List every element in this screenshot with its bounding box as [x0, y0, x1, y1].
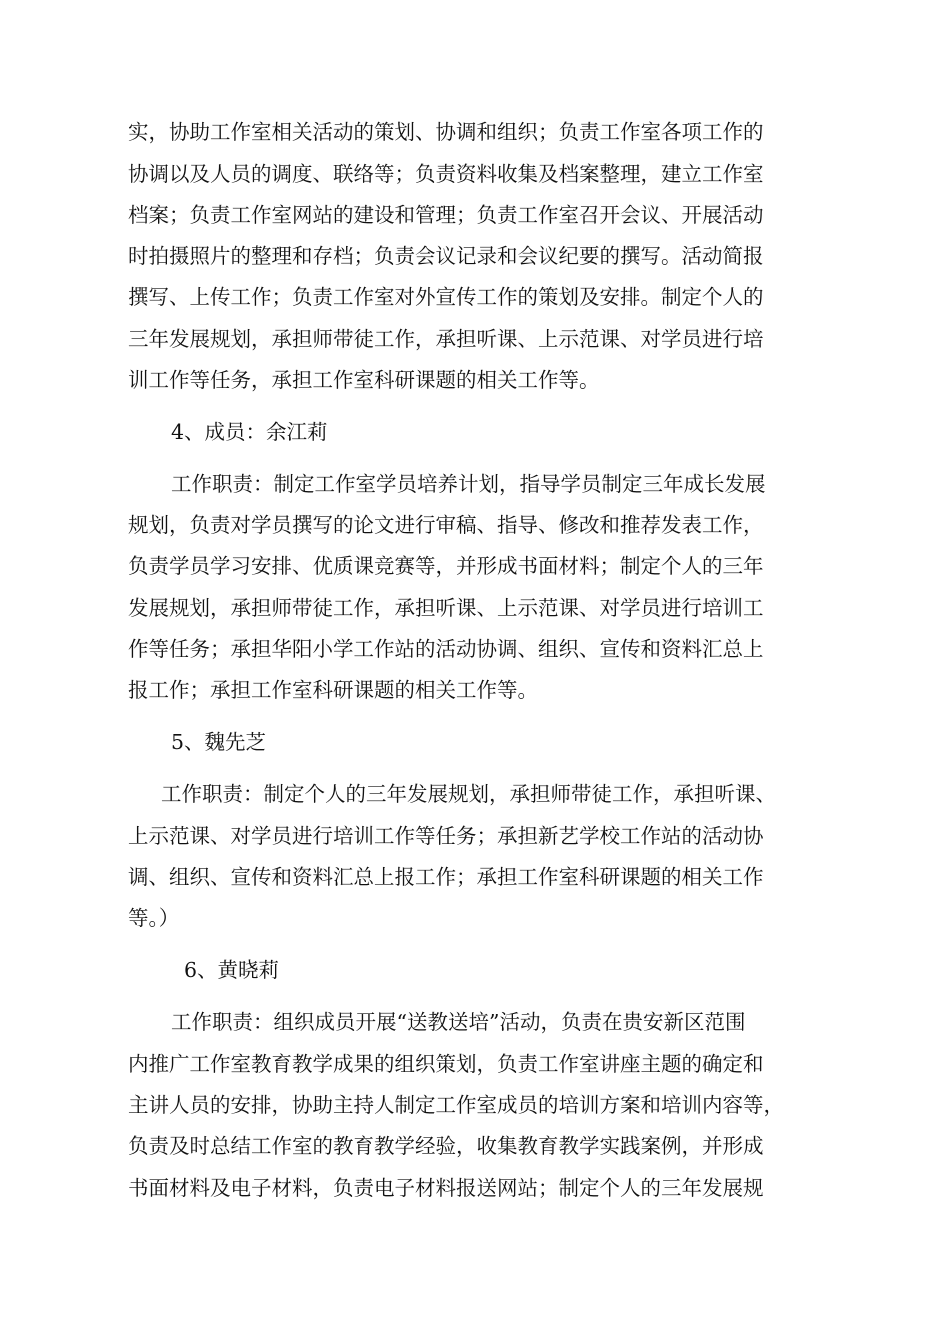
section-heading-member-5: 5、魏先芝	[171, 730, 267, 754]
text-line: 实，协助工作室相关活动的策划、协调和组织；负责工作室各项工作的	[128, 120, 764, 144]
text-line: 调、组织、宣传和资料汇总上报工作；承担工作室科研课题的相关工作	[128, 865, 764, 889]
text-line: 规划，负责对学员撰写的论文进行审稿、指导、修改和推荐发表工作，	[128, 513, 764, 537]
text-line: 撰写、上传工作；负责工作室对外宣传工作的策划及安排。制定个人的	[128, 285, 764, 309]
text-line: 档案；负责工作室网站的建设和管理；负责工作室召开会议、开展活动	[128, 203, 764, 227]
text-line: 时拍摄照片的整理和存档；负责会议记录和会议纪要的撰写。活动简报	[128, 244, 764, 268]
text-line: 工作职责：制定个人的三年发展规划，承担师带徒工作，承担听课、	[161, 782, 776, 806]
text-line: 内推广工作室教育教学成果的组织策划，负责工作室讲座主题的确定和	[128, 1052, 764, 1076]
text-line: 作等任务；承担华阳小学工作站的活动协调、组织、宣传和资料汇总上	[128, 637, 764, 661]
text-line: 等。）	[128, 906, 180, 930]
text-line: 主讲人员的安排，协助主持人制定工作室成员的培训方案和培训内容等，	[128, 1093, 784, 1117]
text-line: 工作职责：制定工作室学员培养计划，指导学员制定三年成长发展	[171, 472, 766, 496]
section-heading-member-4: 4、成员：余江莉	[171, 420, 328, 444]
text-line: 报工作；承担工作室科研课题的相关工作等。	[128, 678, 538, 702]
text-line: 书面材料及电子材料，负责电子材料报送网站；制定个人的三年发展规	[128, 1176, 764, 1200]
text-line: 三年发展规划，承担师带徒工作，承担听课、上示范课、对学员进行培	[128, 327, 764, 351]
text-line: 负责学员学习安排、优质课竞赛等，并形成书面材料；制定个人的三年	[128, 554, 764, 578]
text-line: 协调以及人员的调度、联络等；负责资料收集及档案整理，建立工作室	[128, 162, 764, 186]
text-line: 工作职责：组织成员开展“送教送培”活动，负责在贵安新区范围	[171, 1010, 746, 1034]
text-line: 发展规划，承担师带徒工作，承担听课、上示范课、对学员进行培训工	[128, 596, 764, 620]
text-line: 负责及时总结工作室的教育教学经验，收集教育教学实践案例，并形成	[128, 1134, 764, 1158]
section-heading-member-6: 6、黄晓莉	[184, 958, 280, 982]
text-line: 上示范课、对学员进行培训工作等任务；承担新艺学校工作站的活动协	[128, 824, 764, 848]
text-line: 训工作等任务，承担工作室科研课题的相关工作等。	[128, 368, 600, 392]
